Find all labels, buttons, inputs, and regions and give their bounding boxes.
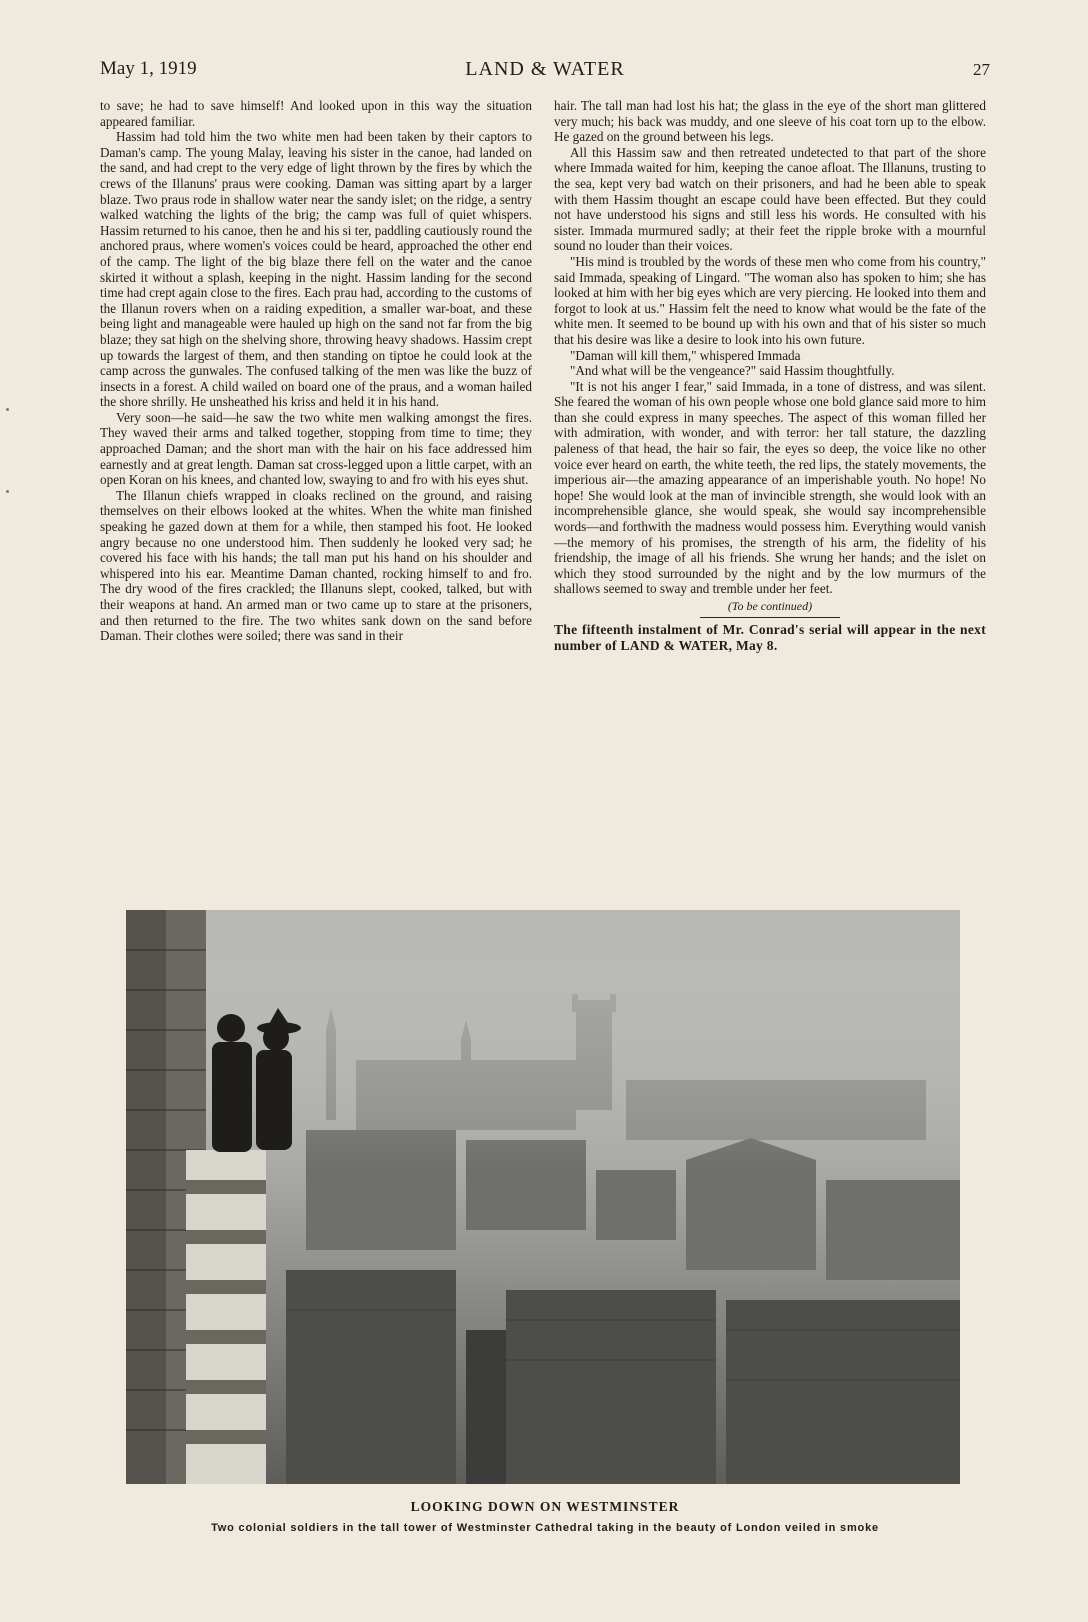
photo-caption-title: LOOKING DOWN ON WESTMINSTER [410, 1499, 680, 1514]
left-column [100, 98, 532, 644]
paragraph: to save; he had to save himself! And looked upon in this way the situation appeared familiar. [100, 98, 532, 129]
divider [700, 617, 840, 618]
paragraph: hair. The tall man had lost his hat; the glass in the eye of the short man glittered very much; his back was muddy, and one sleeve of his coat torn up to the elbow. He gazed on the ground between his legs. [554, 98, 986, 145]
continued-note: (To be continued) [727, 599, 813, 613]
paragraph: "His mind is troubled by the words of these men who come from his country," said Immada, speaking of Lingard. "The woman also has spoken to him; she has looked at him with her big eyes which are very piercing. He looked into them and forgot to look at us." Hassim felt the need to know what would be the fate of the white men. It seemed to be bound up with his own and that of his sister so much that his desire was like a desire to look into his own future. [554, 253, 986, 347]
paragraph: "Daman will kill them," whispered Immada [570, 347, 801, 363]
westminster-photograph [126, 910, 960, 1484]
page-header [100, 56, 990, 86]
serial-notice: The fifteenth instalment of Mr. Conrad's serial will appear in the next number of LAND & WATER, May 8. [554, 621, 986, 653]
paragraph: "It is not his anger I fear," said Immada, in a tone of distress, and was silent. She feared the woman of his own people whose one bold glance said more to him than she could express in many speeches. The aspect of this woman filled her with admiration, with wonder, and with terror: her tall stature, the dazzling paleness of that head, the hair so fair, the eyes so deep, the voice like no other voice ever heard on earth, the white teeth, the red lips, the stately movements, the imperious air—the amazing appearance of an imperishable youth. No hope! No hope! She would look at the man of invincible strength, she would look with an incomprehensible glance, she would speak, she would say incomprehensible words—and forthwith the madness would possess him. Everything would vanish—the memory of his promises, the strength of his arm, the fidelity of his friendship, the image of all his friends. She wrung her hands; and the islet on which they stood surrounded by the night and by the low murmurs of the shallows seemed to sway and tremble under her feet. [554, 378, 986, 597]
margin-mark [6, 408, 9, 411]
paragraph: "And what will be the vengeance?" said Hassim thoughtfully. [570, 363, 895, 379]
margin-mark [6, 490, 9, 493]
foreground-buildings [286, 1270, 960, 1484]
paragraph: The Illanun chiefs wrapped in cloaks reclined on the ground, and raising themselves on their elbows looked at the whites. When the white man finished speaking he gazed down at them for a while, then stamped his foot. He looked angry because no one understood him. Then suddenly he looked very sad; he covered his face with his hands; the tall man put his hand on his shoulder and whispered into his ear. Meantime Daman chanted, rocking himself to and fro. The dry wood of the fires crackled; the Illanuns slept, cooked, talked, but with their weapons at hand. An armed man or two came up to stare at the prisoners, and then returned to the fire. The two whites sank down on the sand before Daman. Their clothes were soiled; there was sand in their [100, 487, 532, 644]
paragraph: All this Hassim saw and then retreated undetected to that part of the shore where Immada waited for him, keeping the canoe afloat. The Illanuns, trusting to the sea, kept very bad watch on their prisoners, and had he been able to speak with them Hassim thought an escape could have been effected. But they could not have understood his signs and still less his words. He consulted with his sister. Immada murmured sadly; at their feet the ripple broke with a mournful sound no louder than their voices. [554, 144, 986, 254]
page-number: 27 [973, 60, 990, 79]
paragraph: Very soon—he said—he saw the two white men walking amongst the fires. They waved their arms and talked together, stopping from time to time; they approached Daman; and the short man with the hair on his face addressed him earnestly and at great length. Daman sat cross-legged upon a little carpet, with an open Koran on his knees, and chanted low, swaying to and fro with his eyes shut. [100, 409, 532, 488]
photo-illustration [126, 910, 960, 1484]
photo-caption-text: Two colonial soldiers in the tall tower of Westminster Cathedral taking in the beauty of London veiled in smoke [211, 1522, 879, 1534]
right-column [554, 98, 986, 654]
paragraph: Hassim had told him the two white men had been taken by their captors to Daman's camp. The young Malay, leaving his sister in the canoe, had landed on the sand, and had crept to the very edge of light thrown by the fires by which the crews of the Illanuns' praus were cooking. Daman was sitting apart by a larger blaze. Two praus rode in shallow water near the sandy islet; on the ridge, a sentry walked watching the lights of the brig; the camp was full of quiet whispers. Hassim returned to his canoe, then he and his si ter, paddling cautiously round the anchored praus, where women's voices could be heard, approached the other end of the camp. The light of the big blaze there fell on the water and the canoe skirted it without a splash, keeping in the night. Hassim landing for the second time had crept again close to the fires. Each prau had, according to the customs of the Illanun rovers when on a raiding expedition, a smaller war-boat, and these being light and manageable were hauled up high on the sand not far from the big blaze; they sat high on the shelving shore, throwing heavy shadows. Hassim crept up towards the largest of them, and then standing on tiptoe he could look at the camp across the gunwales. The confused talking of the men was like the buzz of insects in a forest. A child wailed on board one of the praus, and a woman hailed the shore shrilly. He unsheathed his kriss and held it in his hand. [100, 129, 532, 410]
issue-date: May 1, 1919 [100, 58, 197, 79]
publication-title: LAND & WATER [465, 58, 625, 80]
